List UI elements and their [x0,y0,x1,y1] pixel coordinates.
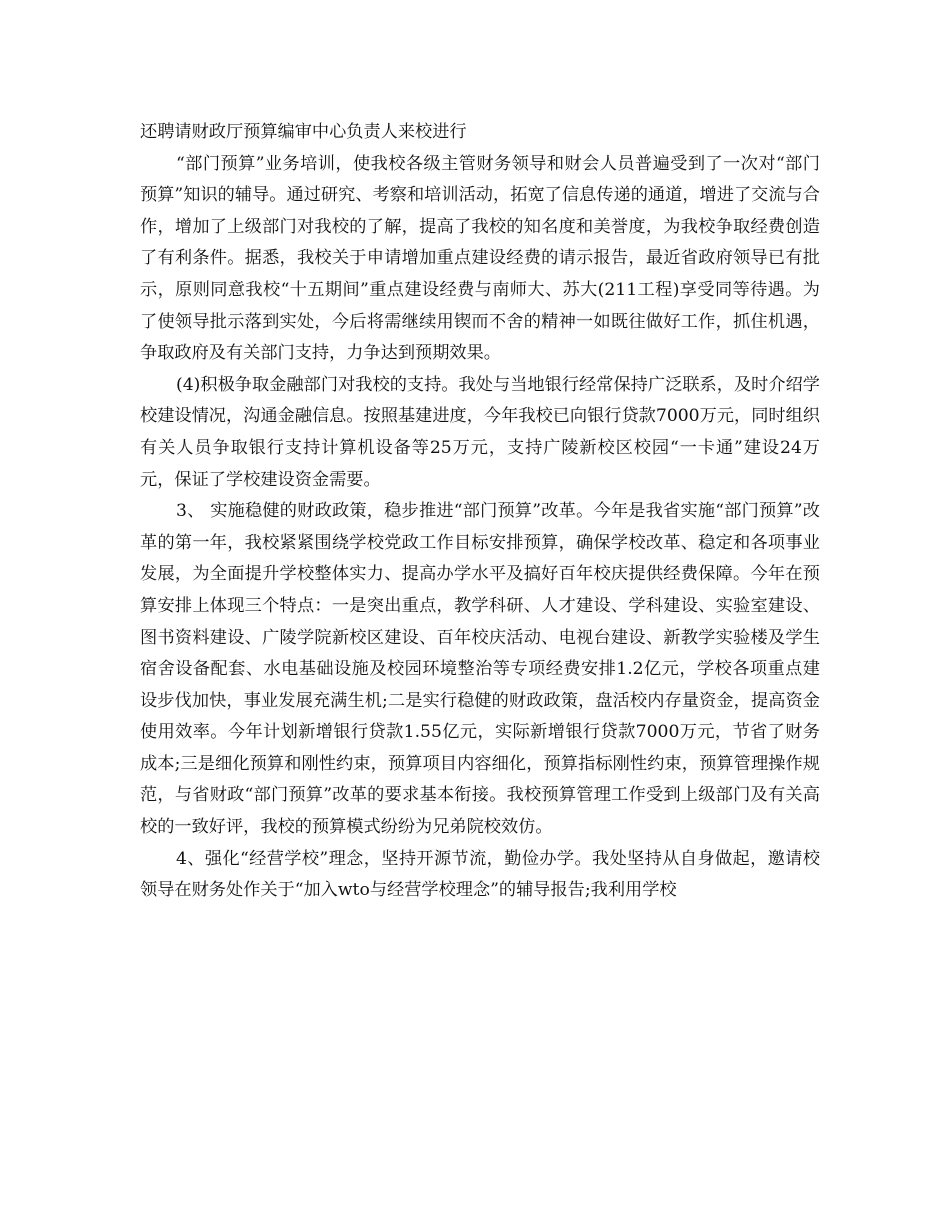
paragraph-finance-support: (4)积极争取金融部门对我校的支持。我处与当地银行经常保持广泛联系，及时介绍学校建设情况，沟通金融信息。按照基建进度，今年我校已向银行贷款7000万元，同时组织有关人员争取银行支持计算机设备等25万元，支持广陵新校区校园“一卡通”建设24万元，保证了学校建设资金需要。 [140,374,820,490]
paragraph-budget-training: “部门预算”业务培训，使我校各级主管财务领导和财会人员普遍受到了一次对“部门预算”知识的辅导。通过研究、考察和培训活动，拓宽了信息传递的通道，增进了交流与合作，增加了上级部门对我校的了解，提高了我校的知名度和美誉度，为我校争取经费创造了有利条件。据悉，我校关于申请增加重点建设经费的请示报告，最近省政府领导已有批示，原则同意我校“十五期间”重点建设经费与南师大、苏大(211工程)享受同等待遇。为了使领导批示落到实处，今后将需继续用锲而不舍的精神一如既往做好工作，抓住机遇，争取政府及有关部门支持，力争达到预期效果。 [140,153,820,364]
paragraph-operating-school: 4、强化“经营学校”理念，坚持开源节流，勤俭办学。我处坚持从自身做起，邀请校领导在财务处作关于“加入wto与经营学校理念”的辅导报告;我利用学校 [140,848,820,901]
paragraph-continuation: 还聘请财政厅预算编审中心负责人来校进行 [140,122,467,142]
paragraph-budget-reform: 3、 实施稳健的财政政策，稳步推进“部门预算”改革。今年是我省实施“部门预算”改革的第一年，我校紧紧围绕学校党政工作目标安排预算，确保学校改革、稳定和各项事业发展，为全面提升学校整体实力、提高办学水平及搞好百年校庆提供经费保障。今年在预算安排上体现三个特点：一是突出重点，教学科研、人才建设、学科建设、实验室建设、图书资料建设、广陵学院新校区建设、百年校庆活动、电视台建设、新教学实验楼及学生宿舍设备配套、水电基础设施及校园环境整治等专项经费安排1.2亿元，学校各项重点建设步伐加快，事业发展充满生机;二是实行稳健的财政政策，盘活校内存量资金，提高资金使用效率。今年计划新增银行贷款1.55亿元，实际新增银行贷款7000万元，节省了财务成本;三是细化预算和刚性约束，预算项目内容细化，预算指标刚性约束，预算管理操作规范，与省财政“部门预算”改革的要求基本衔接。我校预算管理工作受到上级部门及有关高校的一致好评，我校的预算模式纷纷为兄弟院校效仿。 [140,501,820,838]
document-page [140,117,820,907]
